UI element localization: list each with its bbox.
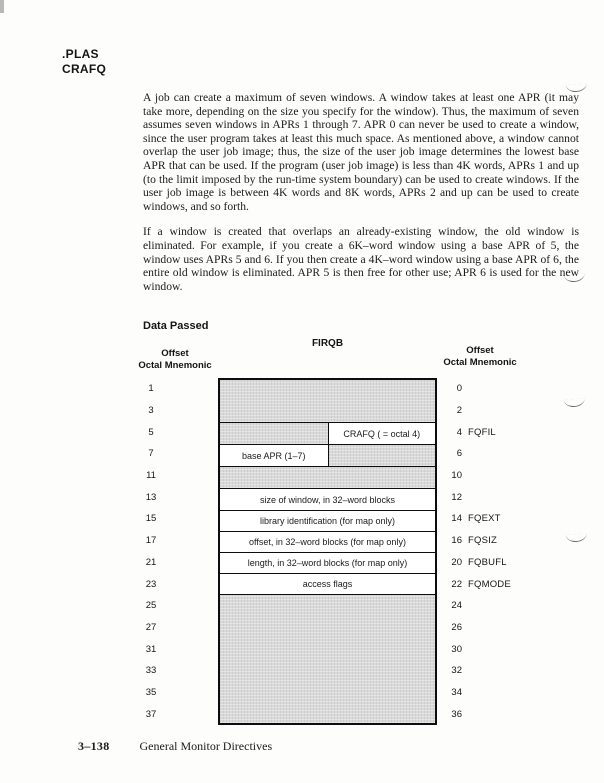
firqb-reserved-block-top (220, 380, 435, 422)
offset-mnemonic: FQSIZ (468, 535, 497, 547)
firqb-row-function-code (220, 422, 435, 444)
left-offset: 33 (145, 665, 157, 677)
access-flags-cell (220, 574, 435, 594)
base-apr-cell (220, 445, 328, 466)
firqb-title: FIRQB (311, 338, 344, 349)
left-offset-header-line1: Offset (161, 348, 189, 359)
offset-number: 6 (456, 448, 462, 460)
reserved-cell (220, 380, 435, 422)
library-id-cell (220, 511, 435, 531)
right-offset (446, 617, 556, 639)
firqb-row-reserved-10 (220, 466, 435, 488)
left-offset: 25 (145, 600, 157, 612)
offset-mnemonic: FQFIL (468, 426, 496, 438)
left-offset-header (135, 348, 215, 371)
left-offset: 37 (145, 708, 157, 720)
scan-smudge (0, 0, 4, 13)
offset-number: 14 (451, 513, 462, 525)
offset-number: 30 (451, 643, 462, 655)
firqb-row-library-id (220, 510, 435, 531)
left-offset: 21 (145, 556, 157, 568)
right-offset-header (440, 345, 520, 368)
left-offset: 23 (145, 578, 157, 590)
offset-number: 36 (451, 708, 462, 720)
offset-number: 26 (451, 621, 462, 633)
reserved-cell (220, 467, 435, 488)
scan-mark (564, 398, 586, 408)
left-offset: 11 (146, 470, 156, 482)
offset-number: 22 (451, 578, 462, 590)
library-id-cell-label: library identification (for map only) (259, 516, 396, 526)
right-offset (446, 573, 556, 595)
offset-number: 20 (451, 556, 462, 568)
paragraph-2: If a window is created that overlaps an already-existing window, the old window is eliminated. For example, if you create a 6K–word window using a base APR of 5, the window uses APRs 5 and 6. If you then create a 4K–word window using a base APR of 6, the entire old window is eliminated. APR 5 is then free for other use; APR 6 is used for the new window. (143, 225, 579, 293)
right-offset (446, 378, 556, 400)
firqb-row-length (220, 552, 435, 573)
left-offset: 17 (145, 535, 157, 547)
footer-section-title: General Monitor Directives (139, 739, 273, 753)
left-offset: 35 (145, 686, 157, 698)
right-offset (446, 443, 556, 465)
right-offset-column (446, 378, 556, 725)
base-apr-cell-label: base APR (1–7) (241, 450, 306, 461)
right-offset (446, 703, 556, 725)
window-size-cell-label: size of window, in 32–word blocks (259, 494, 396, 505)
offset-number: 12 (451, 491, 462, 503)
firqb-row-access-flags (220, 573, 435, 594)
right-offset (446, 400, 556, 422)
crafq-cell (328, 423, 436, 444)
scan-mark (566, 533, 588, 543)
right-offset (446, 552, 556, 574)
firqb-row-window-size (220, 488, 435, 510)
page-number: 3–138 (78, 739, 110, 753)
length-cell (220, 553, 435, 573)
directive-name-line2: CRAFQ (62, 62, 107, 76)
page-footer (78, 739, 272, 754)
right-offset (446, 421, 556, 443)
left-offset-column (127, 378, 175, 725)
right-offset (446, 660, 556, 682)
directive-name-line1: .PLAS (62, 47, 99, 61)
firqb-diagram (218, 378, 437, 725)
left-offset: 27 (145, 621, 157, 633)
left-offset: 31 (145, 643, 157, 655)
offset-number: 4 (456, 426, 462, 438)
offset-mnemonic: FQBUFL (468, 556, 507, 568)
left-offset: 15 (145, 513, 157, 525)
offset-number: 0 (456, 383, 462, 395)
directive-header (62, 47, 106, 77)
right-offset (446, 508, 556, 530)
firqb-row-offset (220, 531, 435, 552)
offset-mnemonic: FQMODE (468, 578, 511, 590)
window-size-cell (220, 489, 435, 510)
offset-number: 10 (451, 470, 462, 482)
right-offset (446, 682, 556, 704)
section-label-data-passed: Data Passed (143, 320, 209, 332)
right-offset (446, 486, 556, 508)
right-offset-header-line1: Offset (466, 345, 494, 356)
offset-number: 2 (456, 405, 462, 417)
right-offset (446, 638, 556, 660)
left-offset: 3 (148, 405, 154, 417)
reserved-cell (220, 595, 435, 723)
left-offset: 1 (148, 383, 154, 395)
offset-number: 24 (451, 600, 462, 612)
offset-number: 16 (451, 535, 462, 547)
firqb-reserved-block-bottom (220, 594, 435, 723)
right-offset (446, 595, 556, 617)
offset-number: 34 (451, 686, 462, 698)
crafq-cell-label: CRAFQ ( = octal 4) (343, 428, 421, 439)
left-offset: 7 (148, 448, 154, 460)
right-offset (446, 465, 556, 487)
right-offset-header-line2: Octal Mnemonic (443, 356, 517, 368)
offset-cell (220, 532, 435, 552)
left-offset-header-line2: Octal Mnemonic (138, 359, 212, 371)
firqb-row-base-apr (220, 444, 435, 466)
reserved-cell (328, 445, 436, 466)
right-offset (446, 530, 556, 552)
reserved-cell (220, 423, 328, 444)
body-text (143, 91, 579, 305)
offset-cell-label: offset, in 32–word blocks (for map only) (249, 537, 406, 547)
offset-mnemonic: FQEXT (468, 513, 501, 525)
left-offset: 13 (145, 491, 157, 503)
offset-number: 32 (451, 665, 462, 677)
left-offset: 5 (148, 426, 154, 438)
length-cell-label: length, in 32–word blocks (for map only) (247, 558, 408, 568)
access-flags-cell-label: access flags (302, 579, 353, 589)
paragraph-1: A job can create a maximum of seven windows. A window takes at least one APR (it may take more, depending on the size you specify for the window). Thus, the maximum of seven assumes seven windows in APRs 1 through 7. APR 0 can never be used to create a window, since the user program takes at least this much space. As mentioned above, a window cannot overlap the user job image; thus, the size of the user job image determines the lowest base APR that can be used. If the program (user job image) is less than 4K words, APRs 1 and up (to the limit imposed by the run-time system boundary) can be used to create windows. If the user job image is between 4K words and 8K words, APRs 2 and up can be used to create windows, and so forth. (143, 91, 579, 213)
